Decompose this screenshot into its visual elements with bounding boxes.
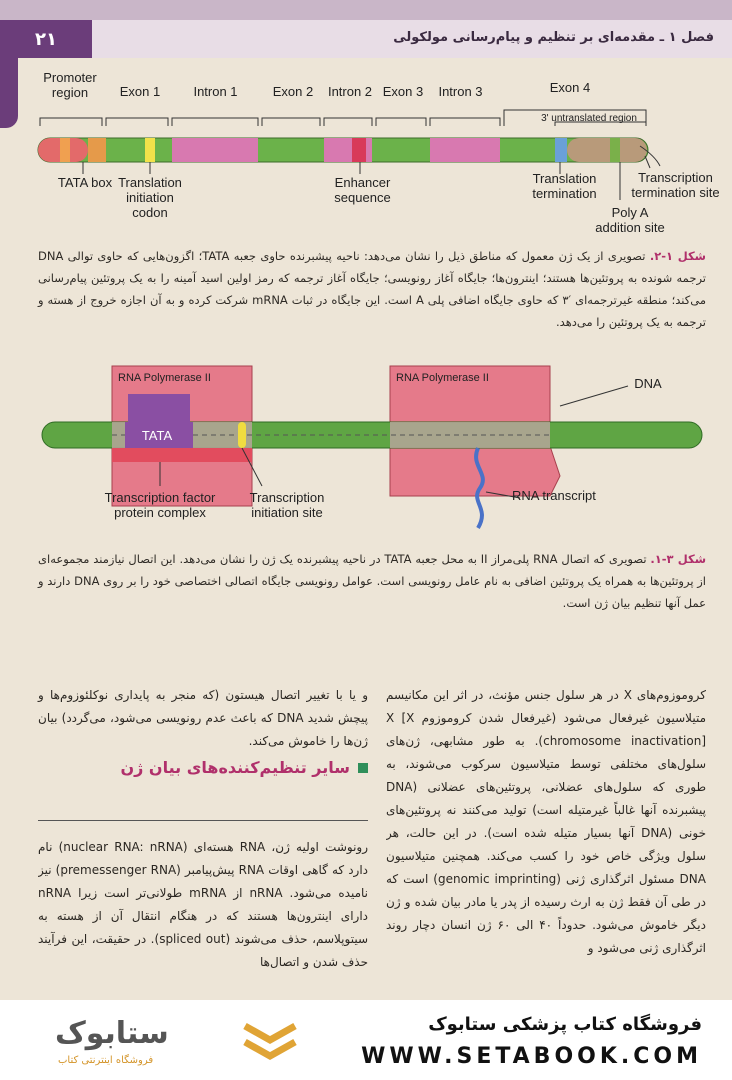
label-intron1: Intron 1 <box>193 84 238 99</box>
figure2-caption-title: شکل ۳-۱. <box>650 552 707 566</box>
top-strip <box>0 0 732 20</box>
figure2-caption <box>38 548 706 614</box>
label-exon2: Exon 2 <box>272 84 314 99</box>
section-rule <box>38 820 368 821</box>
figure1-caption-text: تصویری از یک ژن معمول که مناطق ذیل را نشان می‌دهد: ناحیه پیشبرنده حاوی جعبه TATA؛ اگزون‌هایی که حاوی توالی DNA ترجمه شونده به پروتئین‌ها هستند؛ اینترون‌ها؛ جایگاه آغاز رونویسی؛ جایگاه آغاز ترجمه که رمز اولین اسید آمینه را به یک پروتئین پیام‌رسانی می‌کند؛ منطقه غیرترجمه‌ای ′۳ که حاوی جایگاه اضافی پلی A است. این جایگاه در ثبات mRNA شرکت کرده و به آن اجازه خروج از هسته و ترجمه به یک پروتئین را می‌دهد. <box>38 249 706 329</box>
section-heading <box>38 758 368 777</box>
label-tata: TATA <box>141 428 173 443</box>
label-dna: DNA <box>634 376 662 391</box>
figure1-caption-title: شکل ۱-۲. <box>649 249 706 263</box>
label-initiation-site: Transcription initiation site <box>249 490 325 520</box>
label-intron3: Intron 3 <box>438 84 483 99</box>
label-polya: Poly A addition site <box>595 205 665 235</box>
page-header <box>0 20 732 58</box>
label-rna-pol-left: RNA Polymerase II <box>118 372 211 384</box>
label-exon4: Exon 4 <box>549 80 591 95</box>
label-translation-termination: Translation termination <box>532 171 597 201</box>
figure2-caption-text: تصویری که اتصال RNA پلی‌مراز II به محل جعبه TATA در ناحیه پیشبرنده یک ژن را نشان می‌دهد. این اتصال نیازمند مجموعه‌ای از پروتئین‌ها به همراه یک پروتئین اضافی به نام عامل رونویسی است. عوامل رونویسی جایگاه اتصالی اختصاصی خود را بر روی DNA دارند و عمل آنها تنظیم بیان ژن است. <box>38 552 706 610</box>
label-exon3: Exon 3 <box>382 84 424 99</box>
brand-logo: ستابوک <box>55 1016 169 1051</box>
body-right-column: کروموزوم‌های X در هر سلول جنس مؤنث، در اثر این مکانیسم متیلاسیون غیرفعال می‌شود (غیرفعال شدن کروموزوم X [X chromosome inactivation]). به طور مشابهی، ژن‌های سلول‌های مختلفی توسط متیلاسیون سرکوب می‌شوند، به طوری که سلول‌های عضلانی، پروتئین‌های عضلانی (DNA پیشبرنده آنها غالباً غیرمتیله است) تولید می‌کنند نه پروتئین‌های خونی (DNA آنها بسیار متیله شده است). در این حالت، هر سلول ویژگی خاص خود را کسب می‌کند. همچنین متیلاسیون DNA مسئول اثرگذاری ژنی (genomic imprinting) است که در طی آن فقط ژن به ارث رسیده از پدر یا مادر بیان شده و ژن دیگر خاموش می‌شود. حدوداً ۴۰ الی ۶۰ ژن انسان دچار روند اثرگذاری ژنی می‌شود و <box>386 688 706 955</box>
label-rna-transcript: RNA transcript <box>512 488 596 503</box>
shop-name: فروشگاه کتاب پزشکی ستابوک <box>428 1014 702 1035</box>
page-number: ۲۱ <box>0 20 92 58</box>
label-intron2: Intron 2 <box>327 84 373 99</box>
label-transcription-termination: Transcription termination site <box>631 170 720 200</box>
label-enhancer: Enhancer sequence <box>334 175 391 205</box>
section-square-icon <box>358 763 368 773</box>
label-translation-initiation: Translation initiation codon <box>118 175 182 220</box>
rna-pol-svg <box>0 356 732 556</box>
brand-subtitle: فروشگاه اینترنتی کتاب <box>58 1055 154 1066</box>
body-left-top: و یا با تغییر اتصال هیستون (که منجر به پایداری نوکلئوزوم‌ها و پیچش شدید DNA که باعث عدم رونویسی می‌شود، می‌گردد) بیان ژن‌ها را خاموش می‌کند. <box>38 688 368 748</box>
label-exon1: Exon 1 <box>119 84 161 99</box>
label-promoter: Promoter region <box>43 70 97 100</box>
label-utr: 3' untranslated region <box>541 113 637 124</box>
body-left-bottom: رونوشت اولیه ژن، RNA هسته‌ای (nuclear RNA: nRNA) نام دارد که گاهی اوقات RNA پیش‌پیامبر (premessenger RNA) نیز نامیده می‌شود. nRNA از mRNA طولانی‌تر است زیرا nRNA دارای اینترون‌ها هستند که در هنگام انتقال آن از هسته به سیتوپلاسم، حذف می‌شوند (spliced out). در حقیقت، این فرآیند حذف شدن و اتصال‌ها <box>38 840 368 969</box>
figure1-caption <box>38 245 706 333</box>
chapter-title: فصل ۱ ـ مقدمه‌ای بر تنظیم و پیام‌رسانی مولکولی <box>393 30 714 45</box>
label-tata-box: TATA box <box>57 175 113 190</box>
label-rna-pol-right: RNA Polymerase II <box>396 372 489 384</box>
section-title: سایر تنظیم‌کننده‌های بیان ژن <box>120 758 350 777</box>
footer-banner <box>0 1000 732 1080</box>
shop-url[interactable]: WWW.SETABOOK.COM <box>361 1044 702 1069</box>
label-tf-complex: Transcription factor protein complex <box>104 490 216 520</box>
chevron-logo-icon <box>240 1018 300 1068</box>
